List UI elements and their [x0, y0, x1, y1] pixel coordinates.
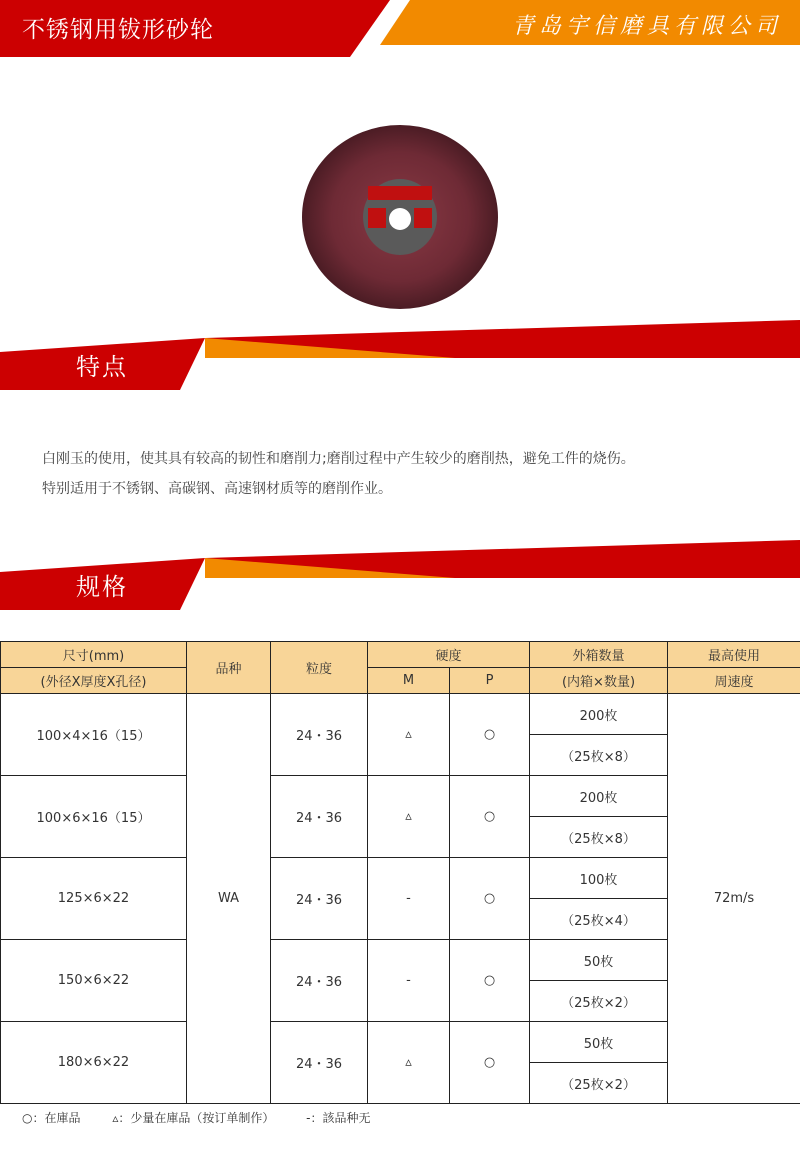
- hardness-p-cell: ○: [450, 776, 530, 858]
- spec-table: [0, 641, 800, 1104]
- features-description: [42, 444, 635, 504]
- header-variety: 品种: [187, 642, 271, 694]
- table-legend: [22, 1109, 399, 1126]
- page-header: [0, 0, 800, 57]
- grit-cell: 24・36: [271, 858, 368, 940]
- product-title: 不锈钢用钹形砂轮: [22, 17, 214, 43]
- hardness-m-cell: ▵: [368, 776, 450, 858]
- pack-cell: （25枚×8）: [530, 817, 668, 858]
- hardness-p-cell: ○: [450, 940, 530, 1022]
- table-row: [1, 694, 800, 735]
- header-speed-sub: 周速度: [668, 668, 800, 694]
- spec-title: 规格: [76, 573, 128, 601]
- grit-cell: 24・36: [271, 1022, 368, 1104]
- grit-cell: 24・36: [271, 694, 368, 776]
- header-hardness: 硬度: [368, 642, 530, 668]
- features-title: 特点: [76, 353, 128, 381]
- pack-cell: （25枚×2）: [530, 1063, 668, 1104]
- header-hardness-p: P: [450, 668, 530, 694]
- grinding-wheel-image: [300, 124, 500, 311]
- hardness-m-cell: ▵: [368, 1022, 450, 1104]
- header-size-sub: (外径X厚度X孔径): [1, 668, 187, 694]
- company-name: 青岛宇信磨具有限公司: [511, 14, 782, 39]
- size-cell: 100×6×16（15）: [1, 776, 187, 858]
- table-subheader-row: [1, 668, 800, 694]
- variety-cell: WA: [187, 694, 271, 1104]
- feature-line: 白刚玉的使用，使其具有较高的韧性和磨削力;磨削过程中产生较少的磨削热，避免工件的烧伤。: [42, 451, 635, 467]
- features-section-band: [0, 320, 800, 390]
- qty-cell: 50枚: [530, 940, 668, 981]
- grit-cell: 24・36: [271, 940, 368, 1022]
- feature-line: 特别适用于不锈钢、高碳钢、高速钢材质等的磨削作业。: [42, 481, 392, 497]
- speed-cell: 72m/s: [668, 694, 800, 1104]
- hardness-m-cell: -: [368, 858, 450, 940]
- hardness-m-cell: ▵: [368, 694, 450, 776]
- pack-cell: （25枚×4）: [530, 899, 668, 940]
- qty-cell: 50枚: [530, 1022, 668, 1063]
- legend-in-stock: ○：在庫品: [22, 1111, 81, 1125]
- size-cell: 180×6×22: [1, 1022, 187, 1104]
- legend-none: -：該品种无: [306, 1111, 371, 1125]
- qty-cell: 100枚: [530, 858, 668, 899]
- header-hardness-m: M: [368, 668, 450, 694]
- legend-limited: ▵：少量在庫品（按订单制作）: [112, 1111, 275, 1125]
- size-cell: 150×6×22: [1, 940, 187, 1022]
- hardness-p-cell: ○: [450, 1022, 530, 1104]
- header-max-speed: 最高使用: [668, 642, 800, 668]
- product-image: [300, 124, 500, 311]
- size-cell: 100×4×16（15）: [1, 694, 187, 776]
- hardness-p-cell: ○: [450, 858, 530, 940]
- header-grit: 粒度: [271, 642, 368, 694]
- pack-cell: （25枚×8）: [530, 735, 668, 776]
- spec-section-band: [0, 540, 800, 610]
- table-header-row: [1, 642, 800, 668]
- pack-cell: （25枚×2）: [530, 981, 668, 1022]
- header-box-qty: 外箱数量: [530, 642, 668, 668]
- header-size: 尺寸(mm): [1, 642, 187, 668]
- size-cell: 125×6×22: [1, 858, 187, 940]
- qty-cell: 200枚: [530, 776, 668, 817]
- hardness-p-cell: ○: [450, 694, 530, 776]
- hardness-m-cell: -: [368, 940, 450, 1022]
- header-box-sub: (内箱×数量): [530, 668, 668, 694]
- qty-cell: 200枚: [530, 694, 668, 735]
- grit-cell: 24・36: [271, 776, 368, 858]
